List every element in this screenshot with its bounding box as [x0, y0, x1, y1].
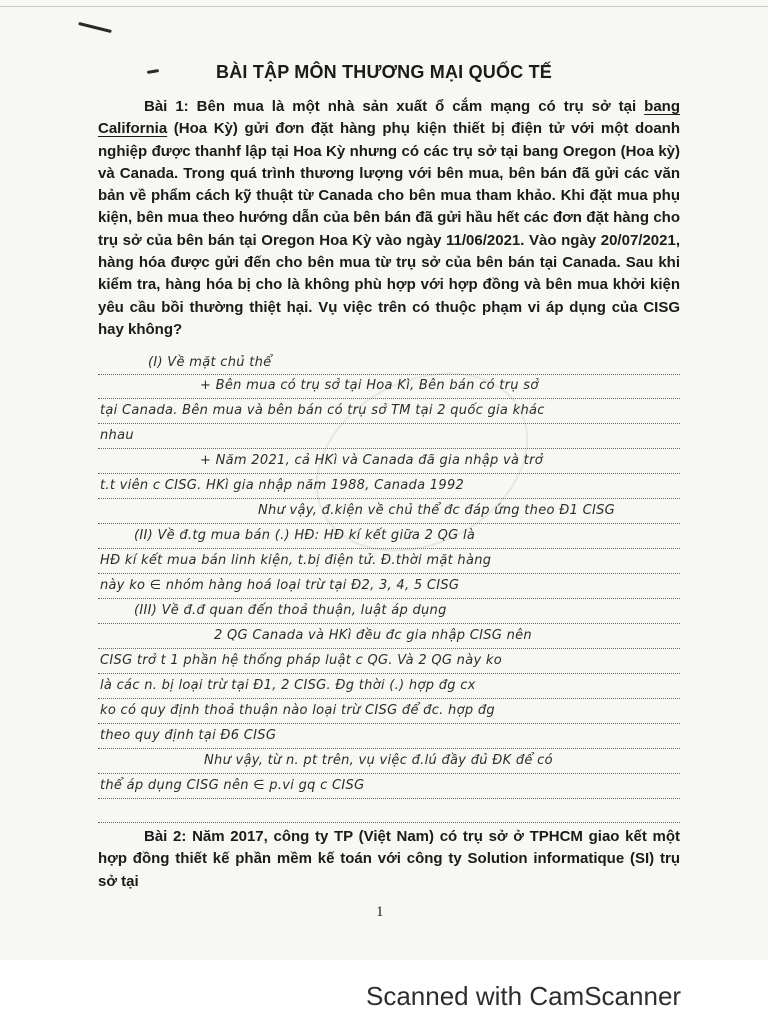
- dotted-line: [98, 398, 680, 399]
- exercise-2-paragraph: [98, 826, 680, 893]
- dotted-line: [98, 498, 680, 499]
- dotted-line: [98, 423, 680, 424]
- exercise-2-label: Bài 2:: [144, 828, 187, 845]
- document-title: BÀI TẬP MÔN THƯƠNG MẠI QUỐC TẾ: [216, 62, 552, 82]
- dotted-line: [98, 748, 680, 749]
- underlined-phrase: bang California: [98, 98, 680, 138]
- dotted-line: [98, 374, 680, 375]
- camscanner-watermark: Scanned with CamScanner: [366, 981, 682, 1011]
- handwritten-line: (I) Về mặt chủ thể: [148, 355, 272, 370]
- handwritten-line: Như vậy, đ.kiện về chủ thể đc đáp ứng theo Đ1 CISG: [258, 503, 616, 518]
- handwritten-line: theo quy định tại Đ6 CISG: [100, 728, 277, 743]
- dotted-line: [98, 648, 680, 649]
- exercise-1-paragraph: [98, 96, 680, 341]
- dotted-line: [98, 822, 680, 823]
- page-number: 1: [376, 904, 384, 920]
- handwritten-line: 2 QG Canada và HKì đều đc gia nhập CISG nên: [214, 628, 532, 643]
- handwritten-line: là các n. bị loại trừ tại Đ1, 2 CISG. Đg thời (.) hợp đg cx: [100, 678, 476, 693]
- dotted-line: [98, 698, 680, 699]
- handwritten-line: tại Canada. Bên mua và bên bán có trụ sở TM tại 2 quốc gia khác: [100, 403, 545, 418]
- handwritten-line: (II) Về đ.tg mua bán (.) HĐ: HĐ kí kết giữa 2 QG là: [134, 528, 476, 543]
- dotted-line: [98, 473, 680, 474]
- dotted-line: [98, 548, 680, 549]
- page-top-edge: [0, 0, 768, 7]
- exercise-1-label: Bài 1:: [144, 98, 189, 115]
- handwritten-line: thể áp dụng CISG nên ∈ p.vi gq c CISG: [100, 778, 365, 793]
- exercise-2-text: Năm 2017, công ty TP (Việt Nam) có trụ sở ở TPHCM giao kết một hợp đồng thiết kế phần mềm kế toán với công ty Solution informatique (SI) trụ sở tại: [98, 828, 680, 890]
- handwritten-line: nhau: [100, 428, 134, 443]
- handwritten-line: này ko ∈ nhóm hàng hoá loại trừ tại Đ2, 3, 4, 5 CISG: [100, 578, 460, 593]
- handwritten-line: + Năm 2021, cả HKì và Canada đã gia nhập và trở: [200, 453, 543, 468]
- pen-stroke-mark: [78, 22, 112, 33]
- handwritten-line: (III) Về đ.đ quan đến thoả thuận, luật áp dụng: [134, 603, 447, 618]
- handwritten-line: Như vậy, từ n. pt trên, vụ việc đ.lú đầy đủ ĐK để có: [204, 753, 553, 768]
- dotted-line: [98, 773, 680, 774]
- dotted-line: [98, 573, 680, 574]
- handwritten-line: CISG trở t 1 phần hệ thống pháp luật c QG. Và 2 QG này ko: [100, 653, 502, 668]
- dotted-line: [98, 598, 680, 599]
- handwritten-line: t.t viên c CISG. HKì gia nhập năm 1988, Canada 1992: [100, 478, 465, 493]
- dotted-line: [98, 623, 680, 624]
- dotted-line: [98, 798, 680, 799]
- handwritten-line: + Bên mua có trụ sở tại Hoa Kì, Bên bán có trụ sở: [200, 378, 539, 393]
- dotted-line: [98, 448, 680, 449]
- dotted-line: [98, 673, 680, 674]
- handwritten-line: ko có quy định thoả thuận nào loại trừ CISG để đc. hợp đg: [100, 703, 495, 718]
- dotted-line: [98, 723, 680, 724]
- dotted-line: [98, 523, 680, 524]
- exercise-1-text-b: (Hoa Kỳ) gửi đơn đặt hàng phụ kiện thiết bị điện tử với một doanh nghiệp được thanhf lập tại Hoa Kỳ nhưng có các trụ sở tại bang Oregon (Hoa kỳ) và Canada. Trong quá trình thương lượng với bên mua, bên bán đã gửi các văn bản về phẩm cách kỹ thuật từ Canada cho bên mua tham khảo. Khi đặt mua phụ kiện, bên mua theo hướng dẫn của bên bán đã gửi hầu hết các đơn đặt hàng cho trụ sở của bên bán tại Oregon Hoa Kỳ vào ngày 11/06/2021. Vào ngày 20/07/2021, hàng hóa được gửi đến cho bên mua từ trụ sở của bên bán tại Canada. Sau khi kiểm tra, hàng hóa bị cho là không phù hợp với hợp đồng và bên mua khởi kiện yêu cầu bồi thường thiệt hại. Vụ việc trên có thuộc phạm vi áp dụng của CISG hay không?: [98, 120, 680, 338]
- handwritten-line: HĐ kí kết mua bán linh kiện, t.bị điện tử. Đ.thời mặt hàng: [100, 553, 492, 568]
- exercise-1-text-a: Bên mua là một nhà sản xuất ổ cắm mạng có trụ sở tại: [196, 98, 645, 115]
